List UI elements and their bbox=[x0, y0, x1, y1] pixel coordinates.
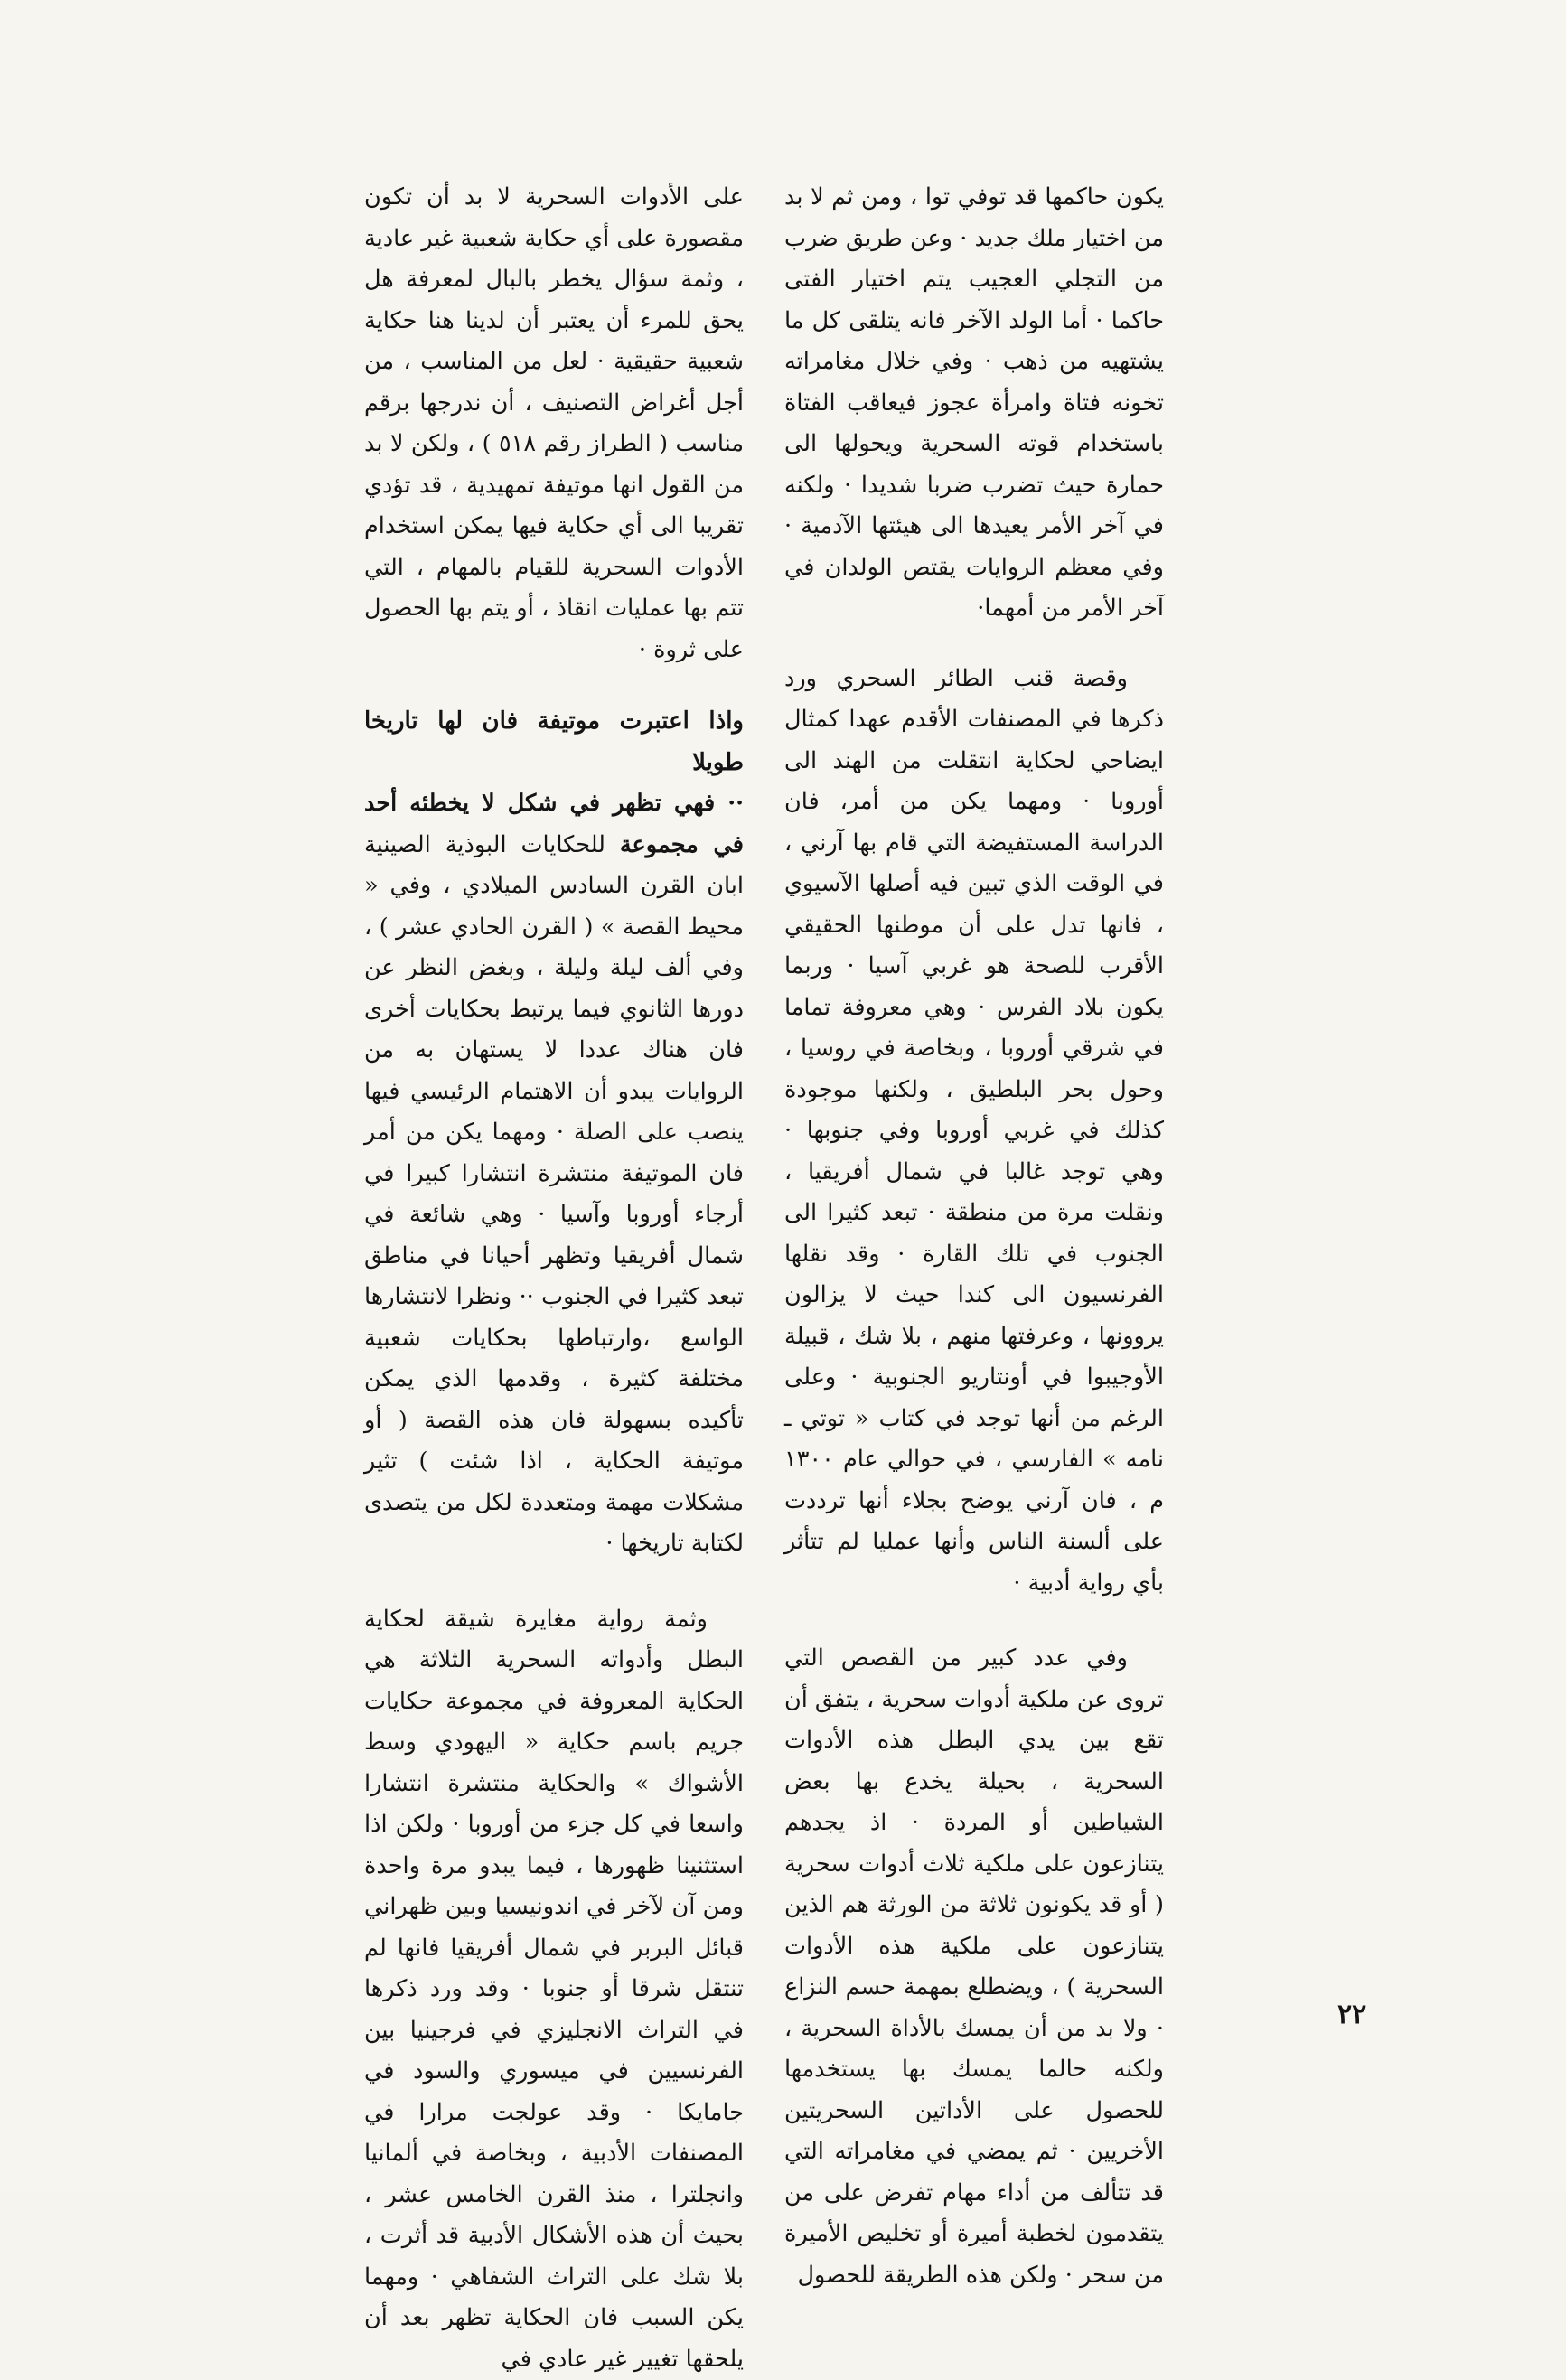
page-number: ٢٢ bbox=[1337, 1999, 1366, 2030]
paragraph bbox=[364, 783, 744, 1565]
left-text-column bbox=[364, 177, 744, 2380]
section-subheading: واذا اعتبرت موتيفة فان لها تاريخا طويلا bbox=[364, 701, 744, 783]
paragraph: وفي عدد كبير من القصص التي تروى عن ملكية أدوات سحرية ، يتفق أن تقع بين يدي البطل هذه الأدوات السحرية ، بحيلة يخدع بها بعض الشياطين أو المردة · اذ يجدهم يتنازعون على ملكية ثلاث أدوات سحرية ( أو قد يكونون ثلاثة من الورثة هم الذين يتنازعون على ملكية هذه الأدوات السحرية ) ، ويضطلع بمهمة حسم النزاع · ولا بد من أن يمسك بالأداة السحرية ، ولكنه حالما يمسك بها يستخدمها للحصول على الأداتين السحريتين الأخريين · ثم يمضي في مغامراته التي قد تتألف من أداء مهام تفرض على من يتقدمون لخطبة أميرة أو تخليص الأميرة من سحر · ولكن هذه الطريقة للحصول bbox=[784, 1638, 1164, 2296]
paragraph-lead-bold: ·· فهي تظهر في شكل لا يخطئه أحد في مجموعة bbox=[364, 790, 744, 858]
paragraph-body: للحكايات البوذية الصينية ابان القرن السادس الميلادي ، وفي « محيط القصة » ( القرن الحادي عشر ) ، وفي ألف ليلة وليلة ، وبغض النظر عن دورها الثانوي فيما يرتبط بحكايات أخرى فان هناك عددا لا يستهان به من الروايات يبدو أن الاهتمام الرئيسي فيها ينصب على الصلة · ومهما يكن من أمر فان الموتيفة منتشرة انتشارا كبيرا في أرجاء أوروبا وآسيا · وهي شائعة في شمال أفريقيا وتظهر أحيانا في مناطق تبعد كثيرا في الجنوب ·· ونظرا لانتشارها الواسع ،وارتباطها بحكايات شعبية مختلفة كثيرة ، وقدمها الذي يمكن تأكيده بسهولة فان هذه القصة ( أو موتيفة الحكاية ، اذا شئت ) تثير مشكلات مهمة ومتعددة لكل من يتصدى لكتابة تاريخها · bbox=[364, 831, 744, 1558]
paragraph: وقصة قنب الطائر السحري ورد ذكرها في المصنفات الأقدم عهدا كمثال ايضاحي لحكاية انتقلت من الهند الى أوروبا · ومهما يكن من أمر، فان الدراسة المستفيضة التي قام بها آرني ، في الوقت الذي تبين فيه أصلها الآسيوي ، فانها تدل على أن موطنها الحقيقي الأقرب للصحة هو غربي آسيا · وربما يكون بلاد الفرس · وهي معروفة تماما في شرقي أوروبا ، وبخاصة في روسيا ، وحول بحر البلطيق ، ولكنها موجودة كذلك في غربي أوروبا وفي جنوبها · وهي توجد غالبا في شمال أفريقيا ، ونقلت مرة من منطقة · تبعد كثيرا الى الجنوب في تلك القارة · وقد نقلها الفرنسيون الى كندا حيث لا يزالون يروونها ، وعرفتها منهم ، بلا شك ، قبيلة الأوجيبوا في أونتاريو الجنوبية · وعلى الرغم من أنها توجد في كتاب « توتي ـ نامه » الفارسي ، في حوالي عام ١٣٠٠ م ، فان آرني يوضح بجلاء أنها ترددت على ألسنة الناس وأنها عمليا لم تتأثر بأي رواية أدبية · bbox=[784, 659, 1164, 1605]
paragraph: وثمة رواية مغايرة شيقة لحكاية البطل وأدواته السحرية الثلاثة هي الحكاية المعروفة في مجموعة حكايات جريم باسم حكاية « اليهودي وسط الأشواك » والحكاية منتشرة انتشارا واسعا في كل جزء من أوروبا · ولكن اذا استثنينا ظهورها ، فيما يبدو مرة واحدة ومن آن لآخر في اندونيسيا وبين ظهراني قبائل البربر في شمال أفريقيا فانها لم تنتقل شرقا أو جنوبا · وقد ورد ذكرها في التراث الانجليزي في فرجينيا بين الفرنسيين في ميسوري والسود في جامايكا · وقد عولجت مرارا في المصنفات الأدبية ، وبخاصة في ألمانيا وانجلترا ، منذ القرن الخامس عشر ، بحيث أن هذه الأشكال الأدبية قد أثرت ، بلا شك على التراث الشفاهي · ومهما يكن السبب فان الحكاية تظهر بعد أن يلحقها تغيير غير عادي في bbox=[364, 1599, 744, 2380]
paragraph: يكون حاكمها قد توفي توا ، ومن ثم لا بد من اختيار ملك جديد · وعن طريق ضرب من التجلي العجيب يتم اختيار الفتى حاكما · أما الولد الآخر فانه يتلقى كل ما يشتهيه من ذهب · وفي خلال مغامراته تخونه فتاة وامرأة عجوز فيعاقب الفتاة باستخدام قوته السحرية ويحولها الى حمارة حيث تضرب ضربا شديدا · ولكنه في آخر الأمر يعيدها الى هيئتها الآدمية · وفي معظم الروايات يقتص الولدان في آخر الأمر من أمهما· bbox=[784, 177, 1164, 630]
paragraph: على الأدوات السحرية لا بد أن تكون مقصورة على أي حكاية شعبية غير عادية ، وثمة سؤال يخطر بالبال لمعرفة هل يحق للمرء أن يعتبر أن لدينا هنا حكاية شعبية حقيقية · لعل من المناسب ، من أجل أغراض التصنيف ، أن ندرجها برقم مناسب ( الطراز رقم ٥١٨ ) ، ولكن لا بد من القول انها موتيفة تمهيدية ، قد تؤدي تقريبا الى أي حكاية فيها يمكن استخدام الأدوات السحرية للقيام بالمهام ، التي تتم بها عمليات انقاذ ، أو يتم بها الحصول على ثروة · bbox=[364, 177, 744, 670]
right-text-column bbox=[784, 177, 1164, 2296]
